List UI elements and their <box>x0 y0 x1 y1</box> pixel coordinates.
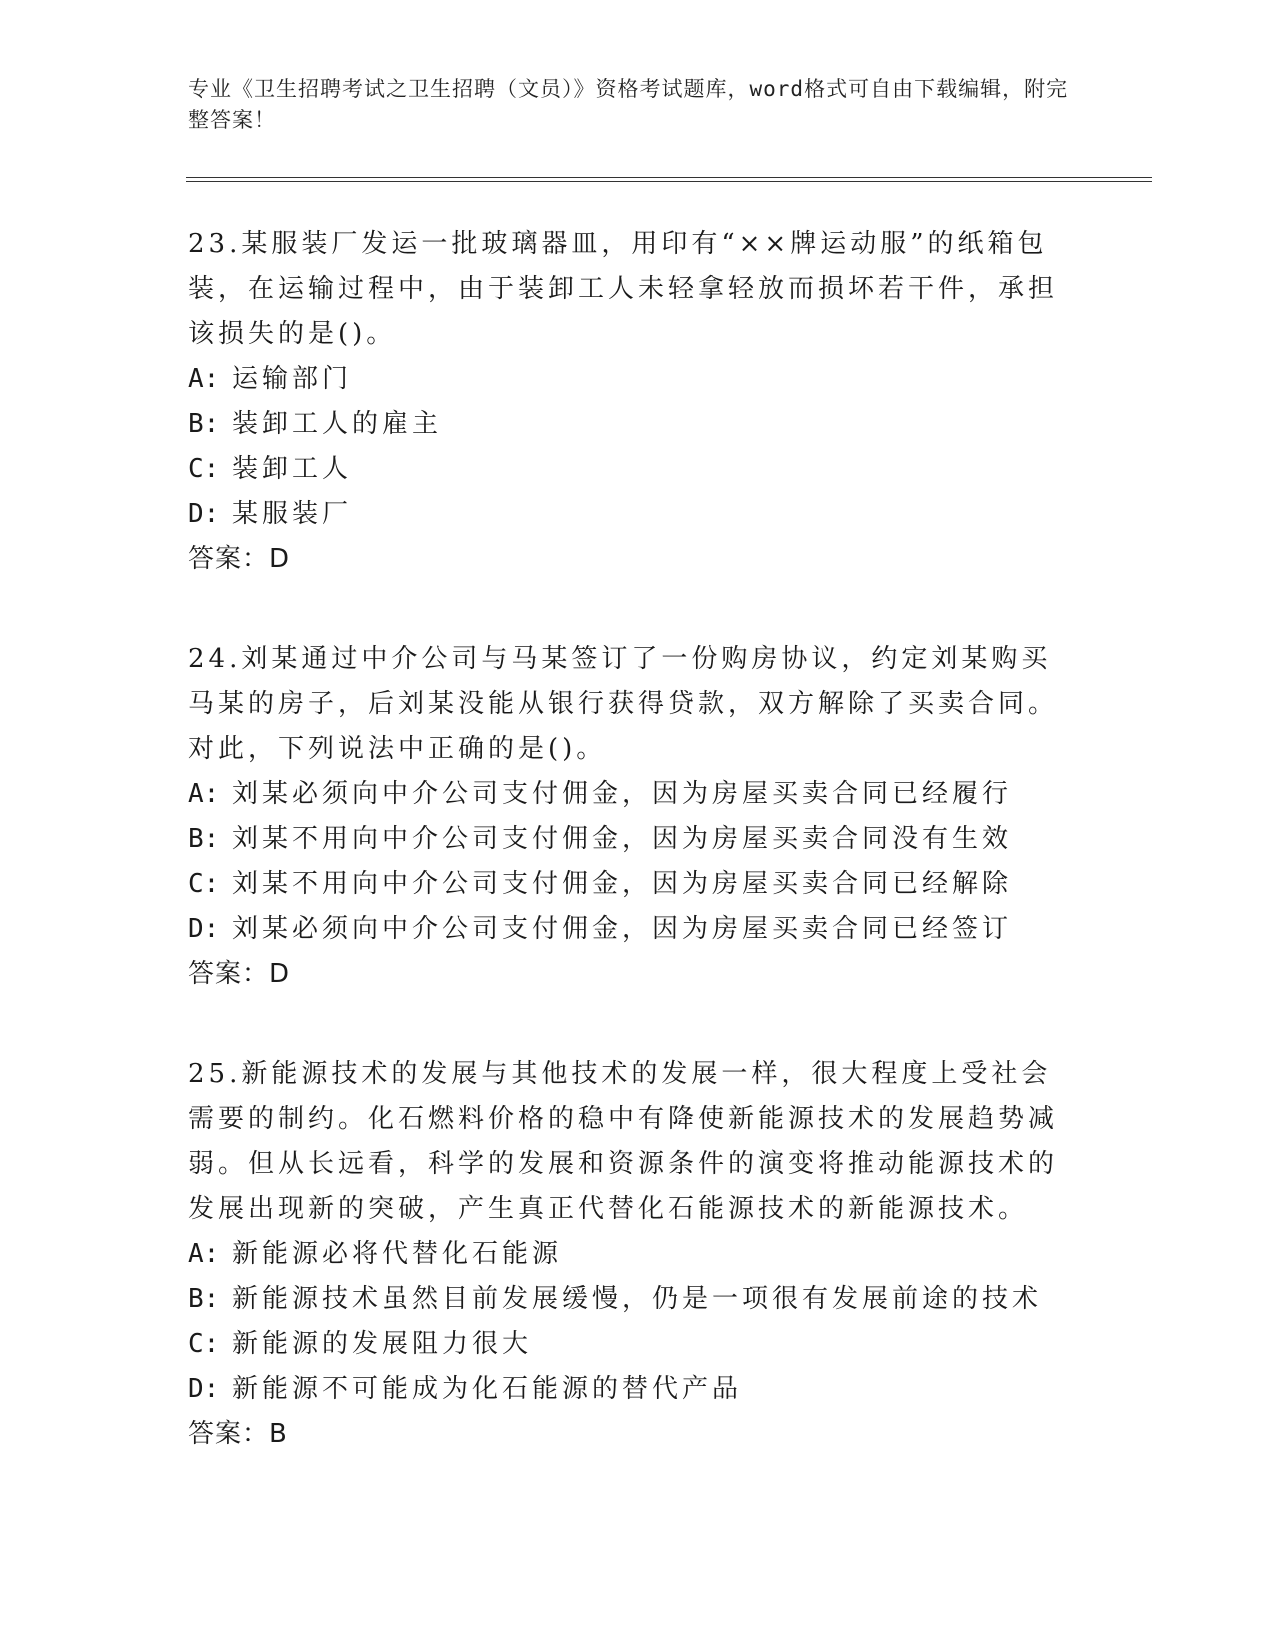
document-header <box>188 74 1088 136</box>
question-23 <box>188 222 1068 582</box>
option-text: 运输部门 <box>232 364 353 394</box>
option-text: 刘某不用向中介公司支付佣金，因为房屋买卖合同没有生效 <box>232 824 1013 854</box>
header-divider <box>186 177 1152 182</box>
option-key: B: <box>188 409 220 439</box>
option-key: C: <box>188 454 220 484</box>
option-d <box>188 1367 1068 1412</box>
option-key: B: <box>188 1284 220 1314</box>
option-c <box>188 862 1068 907</box>
answer-line: 答案：D <box>188 959 291 989</box>
option-a <box>188 357 1068 402</box>
option-key: D: <box>188 914 220 944</box>
answer-line: 答案：D <box>188 544 291 574</box>
option-text: 新能源必将代替化石能源 <box>232 1239 563 1269</box>
answer-line: 答案：B <box>188 1419 288 1449</box>
option-key: A: <box>188 779 220 809</box>
question-stem: 23.某服装厂发运一批玻璃器皿，用印有“××牌运动服”的纸箱包装，在运输过程中，由于装卸工人未轻拿轻放而损坏若干件，承担该损失的是()。 <box>188 229 1059 349</box>
option-d <box>188 492 1068 537</box>
option-text: 新能源技术虽然目前发展缓慢，仍是一项很有发展前途的技术 <box>232 1284 1043 1314</box>
option-d <box>188 907 1068 952</box>
option-text: 某服装厂 <box>232 499 353 529</box>
question-24 <box>188 637 1068 997</box>
option-text: 刘某不用向中介公司支付佣金，因为房屋买卖合同已经解除 <box>232 869 1013 899</box>
option-text: 装卸工人的雇主 <box>232 409 443 439</box>
option-b <box>188 817 1068 862</box>
option-c <box>188 1322 1068 1367</box>
header-intro-text: 专业《卫生招聘考试之卫生招聘（文员）》资格考试题库，word格式可自由下载编辑，附完整答案！ <box>188 77 1069 132</box>
option-text: 新能源的发展阻力很大 <box>232 1329 533 1359</box>
option-b <box>188 402 1068 447</box>
option-text: 装卸工人 <box>232 454 353 484</box>
question-stem: 24.刘某通过中介公司与马某签订了一份购房协议，约定刘某购买马某的房子，后刘某没能从银行获得贷款，双方解除了买卖合同。对此，下列说法中正确的是()。 <box>188 644 1059 764</box>
option-text: 新能源不可能成为化石能源的替代产品 <box>232 1374 743 1404</box>
option-key: A: <box>188 364 220 394</box>
question-stem: 25.新能源技术的发展与其他技术的发展一样，很大程度上受社会需要的制约。化石燃料价格的稳中有降使新能源技术的发展趋势减弱。但从长远看，科学的发展和资源条件的演变将推动能源技术的发展出现新的突破，产生真正代替化石能源技术的新能源技术。 <box>188 1059 1059 1224</box>
option-key: A: <box>188 1239 220 1269</box>
option-text: 刘某必须向中介公司支付佣金，因为房屋买卖合同已经履行 <box>232 779 1013 809</box>
option-key: C: <box>188 1329 220 1359</box>
option-a <box>188 772 1068 817</box>
option-key: B: <box>188 824 220 854</box>
option-key: D: <box>188 499 220 529</box>
option-text: 刘某必须向中介公司支付佣金，因为房屋买卖合同已经签订 <box>232 914 1013 944</box>
option-key: D: <box>188 1374 220 1404</box>
option-b <box>188 1277 1068 1322</box>
option-key: C: <box>188 869 220 899</box>
question-25 <box>188 1052 1068 1457</box>
option-c <box>188 447 1068 492</box>
option-a <box>188 1232 1068 1277</box>
